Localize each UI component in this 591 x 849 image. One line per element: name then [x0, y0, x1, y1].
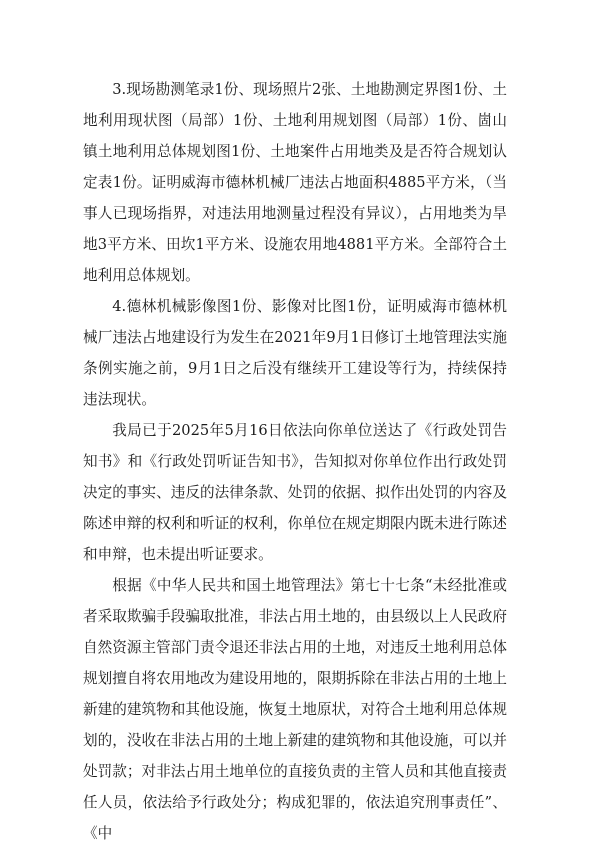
paragraph-evidence-3: 3.现场勘测笔录1份、现场照片2张、土地勘测定界图1份、土地利用现状图（局部）1份、土地利用规划图（局部）1份、崮山镇土地利用总体规划图1份、土地案件占用地类及是否符合规划认定表1份。证明威海市德林机械厂违法占地面积4885平方米，（当事人已现场指界，对违法用地测量过程没有异议），占用地类为旱地3平方米、田坎1平方米、设施农用地4881平方米。全部符合土地利用总体规划。: [83, 81, 507, 284]
document-body: [83, 74, 507, 849]
paragraph-notice-delivery: 我局已于2025年5月16日依法向你单位送达了《行政处罚告知书》和《行政处罚听证告知书》，告知拟对你单位作出行政处罚决定的事实、违反的法律条款、处罚的依据、拟作出处罚的内容及陈述申辩的权利和听证的权利，你单位在规定期限内既未进行陈述和申辩，也未提出听证要求。: [83, 422, 507, 563]
paragraph-evidence-4: 4.德林机械影像图1份、影像对比图1份，证明威海市德林机械厂违法占地建设行为发生在2021年9月1日修订土地管理法实施条例实施之前，9月1日之后没有继续开工建设等行为，持续保持违法现状。: [83, 298, 507, 408]
paragraph-legal-basis: 根据《中华人民共和国土地管理法》第七十七条“未经批准或者采取欺骗手段骗取批准，非法占用土地的，由县级以上人民政府自然资源主管部门责令退还非法占用的土地，对违反土地利用总体规划擅自将农用地改为建设用地的，限期拆除在非法占用的土地上新建的建筑物和其他设施，恢复土地原状，对符合土地利用总体规划的，没收在非法占用的土地上新建的建筑物和其他设施，可以并处罚款；对非法占用土地单位的直接负责的主管人员和其他直接责任人员，依法给予行政处分；构成犯罪的，依法追究刑事责任”、《中: [83, 577, 507, 842]
